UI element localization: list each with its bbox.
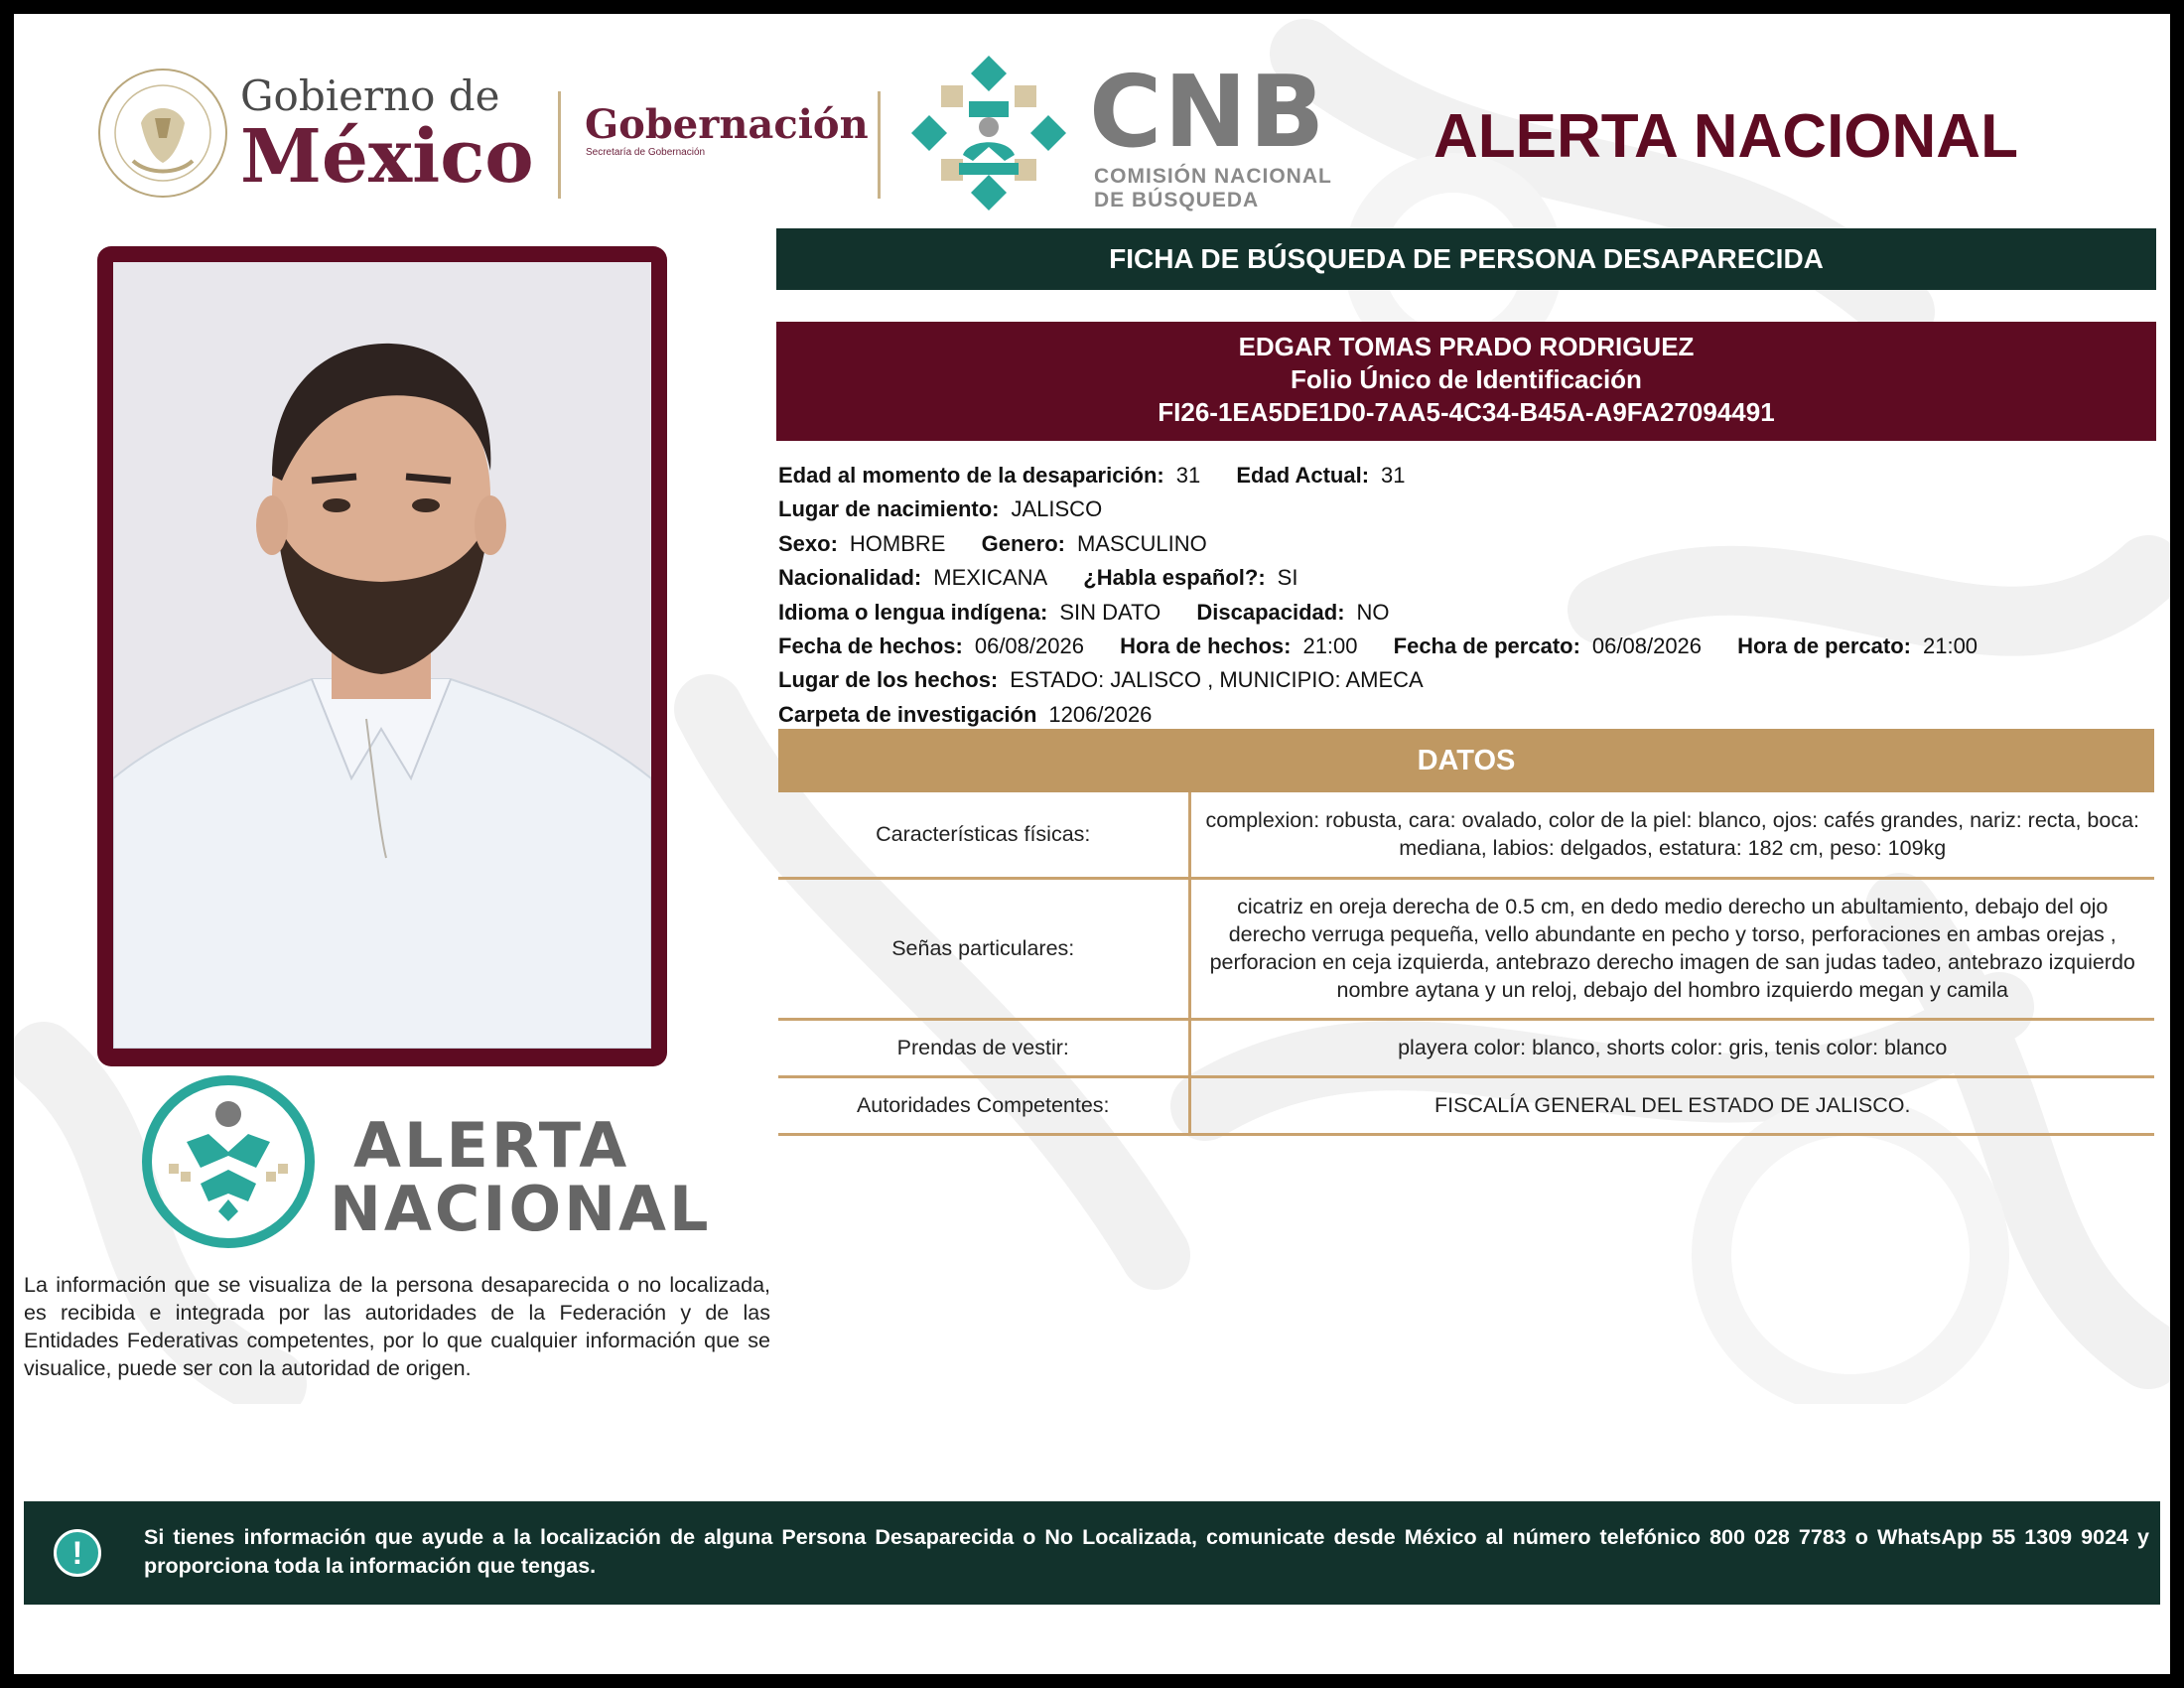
datos-label: Autoridades Competentes: [778,1076,1189,1134]
field-label: Edad Actual: [1236,463,1370,488]
person-name: EDGAR TOMAS PRADO RODRIGUEZ [1238,332,1695,361]
field-label: Nacionalidad: [778,565,922,591]
gobernacion-subtitle: Secretaría de Gobernación [586,147,706,158]
alerta-line1: ALERTA [353,1109,630,1182]
header-divider [878,91,881,199]
datos-table [778,792,2154,1136]
field-label: Idioma o lengua indígena: [778,599,1048,625]
field-value: MASCULINO [1076,530,1207,556]
disclaimer-text: La información que se visualiza de la persona desaparecida o no localizada, es recibida e integrada por las autoridades de la Federación y de las Entidades Federativas competentes, por lo que cualquier información que se visualice, puede ser con la autoridad de origen. [24,1273,770,1380]
person-silhouette-icon [113,262,651,1049]
cnb-subtitle [1094,165,1332,212]
field-label: Lugar de nacimiento: [778,496,1000,522]
poster [14,14,2170,1674]
field-value: SI [1277,565,1298,591]
field-value: ESTADO: JALISCO , MUNICIPIO: AMECA [1010,667,1424,693]
gobernacion-wordmark: Gobernación [585,101,869,148]
contact-footer [24,1501,2160,1605]
cnb-logo-icon [899,44,1078,222]
field-row [778,459,2148,492]
datos-value: FISCALÍA GENERAL DEL ESTADO DE JALISCO. [1189,1076,2154,1134]
field-row [778,596,2148,630]
person-identity-box [776,322,2156,441]
field-label: Carpeta de investigación [778,701,1037,727]
datos-value: cicatriz en oreja derecha de 0.5 cm, en dedo medio derecho un abultamiento, debajo del ojo derecho verruga pequeña, vello abundante en pecho y torso, perforaciones en ambas orejas , perforacion en ceja izquierda, antebrazo derecho imagen de san judas tadeo, antebrazo izquierdo nombre aytana y un reloj, debajo del hombro izquierdo megan y camila [1189,878,2154,1019]
alerta-nacional-wordmark [330,1109,712,1245]
field-value: 31 [1175,463,1201,488]
table-row [778,878,2154,1019]
field-row [778,698,2148,732]
field-label: Hora de hechos: [1120,633,1292,659]
field-label: ¿Habla español?: [1083,565,1266,591]
field-label: Edad al momento de la desaparición: [778,463,1164,488]
cnb-sub-line2: DE BÚSQUEDA [1094,189,1260,211]
datos-label: Señas particulares: [778,878,1189,1019]
gobierno-de-mexico-wordmark [240,71,534,200]
datos-value: complexion: robusta, cara: ovalado, color de la piel: blanco, ojos: cafés grandes, nariz: recta, boca: mediana, labios: delgados, estatura: 182 cm, peso: 109kg [1189,792,2154,878]
field-row [778,561,2148,595]
folio-value: FI26-1EA5DE1D0-7AA5-4C34-B45A-A9FA27094491 [1158,397,1775,427]
ficha-title-bar: FICHA DE BÚSQUEDA DE PERSONA DESAPARECIDA [776,228,2156,290]
cnb-wordmark: CNB [1089,54,1327,170]
datos-label: Características físicas: [778,792,1189,878]
field-label: Hora de percato: [1737,633,1911,659]
field-label: Fecha de percato: [1393,633,1580,659]
field-value: SIN DATO [1059,599,1161,625]
field-row [778,492,2148,526]
field-value: 06/08/2026 [1591,633,1703,659]
field-value: HOMBRE [849,530,946,556]
datos-label: Prendas de vestir: [778,1019,1189,1076]
field-value: MEXICANA [933,565,1048,591]
alert-exclamation-icon: ! [54,1529,101,1577]
gob-line2: México [240,114,534,200]
field-label: Lugar de los hechos: [778,667,999,693]
folio-label: Folio Único de Identificación [1291,364,1642,394]
field-label: Genero: [981,530,1065,556]
contact-text: Si tienes información que ayude a la localización de alguna Persona Desaparecida o No Localizada, comunicate desde México al número telefónico 800 028 7783 o WhatsApp 55 1309 9024 y proporciona toda la información que tengas. [144,1525,2149,1578]
cnb-sub-line1: COMISIÓN NACIONAL [1094,165,1332,188]
header-divider [558,91,561,199]
person-fields [778,459,2148,732]
datos-title-bar: DATOS [778,729,2154,792]
alerta-nacional-logo-icon [139,1072,318,1251]
field-row [778,527,2148,561]
field-value: JALISCO [1011,496,1103,522]
field-value: 31 [1381,463,1406,488]
table-row [778,1019,2154,1076]
person-photo [113,262,651,1049]
alerta-line2: NACIONAL [330,1173,712,1245]
field-label: Sexo: [778,530,838,556]
table-row [778,1076,2154,1134]
table-row [778,792,2154,878]
field-value: 21:00 [1922,633,1979,659]
mexico-seal-icon [93,64,232,203]
datos-value: playera color: blanco, shorts color: gris, tenis color: blanco [1189,1019,2154,1076]
alert-title: ALERTA NACIONAL [1433,102,2018,171]
field-label: Fecha de hechos: [778,633,963,659]
field-value: 06/08/2026 [974,633,1084,659]
field-label: Discapacidad: [1196,599,1345,625]
field-row [778,663,2148,697]
person-photo-frame [97,246,667,1066]
field-row [778,630,2148,663]
gob-line1: Gobierno de [240,71,500,120]
field-value: NO [1356,599,1390,625]
field-value: 21:00 [1302,633,1358,659]
field-value: 1206/2026 [1048,701,1153,727]
